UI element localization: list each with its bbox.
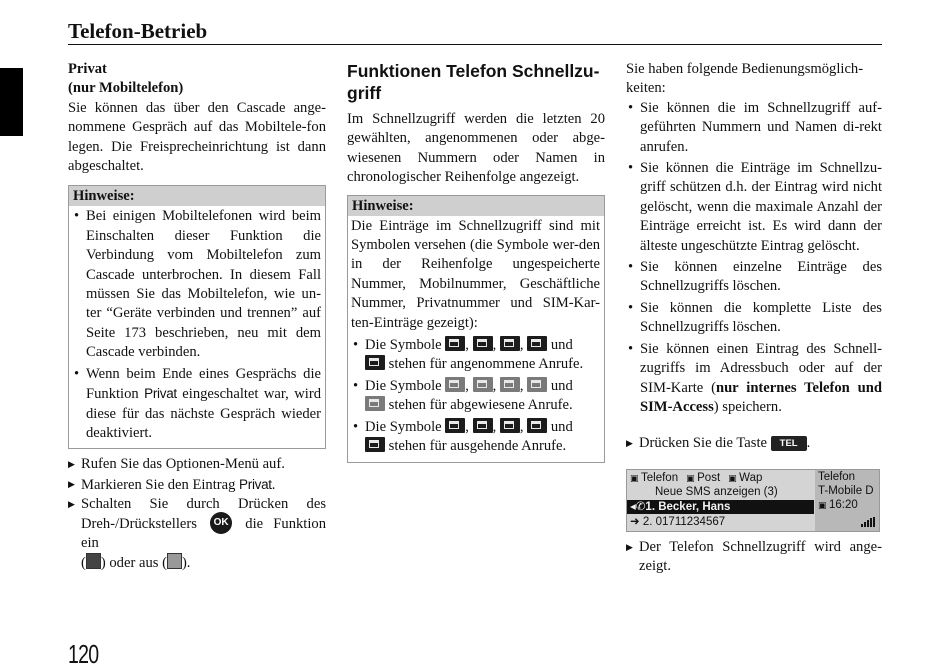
header-rule: [68, 44, 882, 45]
phone-call-icon: ◂✆: [630, 500, 646, 513]
note-item: • Bei einigen Mobiltelefonen wird beim Einschalten dieser Funktion die Verbindung vom Mobiltelefon zum Cascade unterbrochen. In diesem Fall müssen Sie das Mobiltelefon, wie un-ter “Geräte verbinden und trennen” auf Seite 173 beschrieben, neu mit dem Cascade verbinden.: [72, 207, 321, 362]
privat-on-icon: [86, 553, 101, 569]
business-number-icon: [500, 377, 520, 392]
symbol-item-accepted: • Die Symbole , , , und stehen für angenommene Anrufe.: [351, 336, 600, 375]
screen-row-selected: ◂✆1. Becker, Hans: [627, 500, 814, 514]
options-intro: Sie haben folgende Bedienungsmöglich-keiten:: [626, 61, 864, 97]
instruction-step: ▶ Rufen Sie das Optionen-Menü auf.: [68, 455, 326, 474]
result-step: ▶ Der Telefon Schnellzugriff wird ange-zeigt.: [626, 538, 882, 577]
instruction-step: ▶ Markieren Sie den Eintrag Privat.: [68, 475, 326, 495]
screen-tab-post: ▣ Post: [686, 472, 720, 484]
instruction-step: ▶ Schalten Sie durch Drücken des Dreh-/Drückstellers OK die Funktion ein ( ) oder aus ( ).: [68, 495, 326, 574]
private-number-icon: [527, 377, 547, 392]
private-number-icon: [527, 336, 547, 351]
option-item: • Sie können die Einträge im Schnellzu-griff schützen d.h. der Eintrag wird nicht gelöscht, wenn die maximale Anzahl der Einträge erreicht ist. Es wird dann der älteste ungeschützte Eintrag gelöscht.: [626, 159, 882, 256]
note-item: • Wenn beim Ende eines Gesprächs die Funktion Privat eingeschaltet war, wird diese für das nächste Gespräch wieder deaktiviert.: [72, 365, 321, 444]
clock-icon: ▣: [818, 499, 830, 510]
note-box-privat: [68, 185, 326, 449]
option-item: • Sie können die komplette Liste des Schnellzugriffs löschen.: [626, 299, 882, 338]
chapter-tab-marker: [0, 68, 23, 136]
column-2: [347, 60, 605, 463]
screen-side-title: Telefon: [818, 470, 856, 483]
sim-entry-icon: [365, 396, 385, 411]
sim-entry-icon: [365, 437, 385, 452]
screen-row: ➜ 2. 01711234567: [630, 515, 726, 528]
note-title: Hinweise:: [69, 186, 325, 206]
page-number: 120: [68, 639, 99, 669]
column-3: [626, 60, 882, 577]
outgoing-call-icon: ➜: [630, 515, 643, 528]
screen-network-name: T-Mobile D: [818, 484, 874, 497]
sim-entry-icon: [365, 355, 385, 370]
privat-off-icon: [167, 553, 182, 569]
page-title: Telefon-Betrieb: [68, 19, 208, 43]
unsaved-number-icon: [445, 377, 465, 392]
ok-button-icon: OK: [210, 512, 232, 534]
schnellzugriff-intro-text: Im Schnellzugriff werden die letzten 20 gewählten, angenommenen oder abge-wiesenen Nummern oder Namen in chronologischer Reihenfolge angezeigt.: [347, 111, 605, 186]
screen-row-sms: Neue SMS anzeigen (3): [655, 485, 778, 498]
screen-tab-wap: ▣ Wap: [728, 472, 762, 484]
business-number-icon: [500, 418, 520, 433]
column-1: [68, 60, 326, 574]
instruction-step: ▶ Drücken Sie die Taste TEL .: [626, 434, 882, 453]
option-item: • Sie können einzelne Einträge des Schnellzugriffs löschen.: [626, 258, 882, 297]
privat-intro-text: Sie können das über den Cascade ange-nommene Gespräch auf das Mobiltele-fon legen. Die Freisprecheinrichtung ist dann abgeschaltet.: [68, 99, 326, 175]
tel-key-icon: TEL: [771, 436, 807, 451]
screen-tab-telefon: ▣ Telefon: [630, 472, 678, 484]
section-subheading: (nur Mobiltelefon): [68, 80, 184, 97]
private-number-icon: [527, 418, 547, 433]
option-item: • Sie können einen Eintrag des Schnell-zugriffs im Adressbuch oder auf der SIM-Karte (nur internes Telefon und SIM-Access) speichern.: [626, 340, 882, 418]
note-text: Die Einträge im Schnellzugriff sind mit Symbolen versehen (die Symbole wer-den in der Reihenfolge ungespeicherte Nummer, Mobilnummer, Geschäftliche Nummer, Privatnummer und SIM-Kar-ten-Einträge gezeigt):: [351, 217, 600, 331]
business-number-icon: [500, 336, 520, 351]
section-heading-privat: Privat: [68, 61, 107, 77]
option-item: • Sie können die im Schnellzugriff auf-geführten Nummern und Namen di-rekt anrufen.: [626, 99, 882, 157]
symbol-item-rejected: • Die Symbole , , , und stehen für abgewiesene Anrufe.: [351, 377, 600, 416]
symbol-item-outgoing: • Die Symbole , , , und stehen für ausgehende Anrufe.: [351, 418, 600, 457]
mobile-number-icon: [473, 418, 493, 433]
device-screen-illustration: [626, 469, 880, 532]
screen-clock: ▣ 16:20: [818, 498, 858, 511]
menu-entry-code: Privat: [239, 476, 272, 492]
unsaved-number-icon: [445, 418, 465, 433]
signal-strength-icon: [861, 517, 875, 527]
mobile-number-icon: [473, 336, 493, 351]
unsaved-number-icon: [445, 336, 465, 351]
note-box-symbols: [347, 195, 605, 463]
mobile-number-icon: [473, 377, 493, 392]
section-heading-schnellzugriff: Funktionen Telefon Schnellzu-griff: [347, 61, 600, 103]
menu-entry-code: Privat: [144, 386, 177, 402]
note-title: Hinweise:: [348, 196, 604, 216]
